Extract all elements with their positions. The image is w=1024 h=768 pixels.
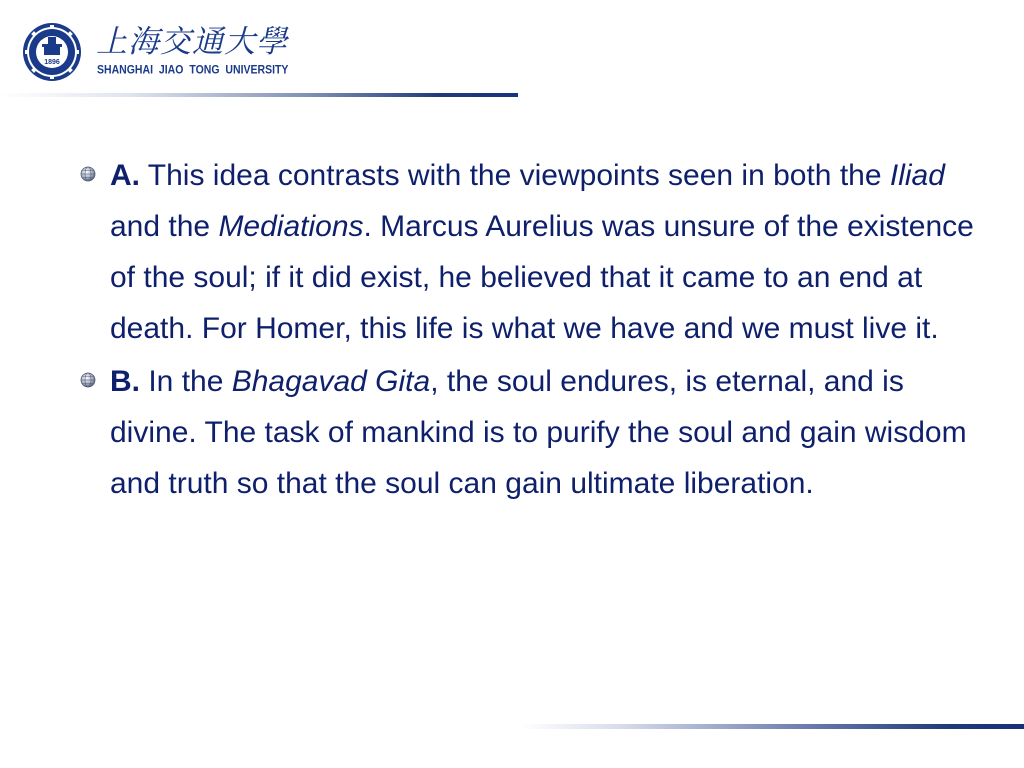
university-seal-icon bbox=[22, 22, 82, 82]
item-label: B. bbox=[110, 365, 140, 398]
header-divider bbox=[0, 93, 518, 97]
university-name-en: SHANGHAI JIAO TONG UNIVERSITY bbox=[97, 63, 289, 77]
item-text: . Marcus Aurelius was unsure of the existence of the soul; if it did exist, he believed that it came to an end at death. For Homer, this life is what we have and we must live it. bbox=[110, 210, 974, 345]
slide-body bbox=[80, 150, 980, 511]
item-text: This idea contrasts with the viewpoints seen in both the bbox=[140, 159, 890, 192]
item-label: A. bbox=[110, 159, 140, 192]
item-text: , the soul endures, is eternal, and is divine. The task of mankind is to purify the soul and gain wisdom and truth so that the soul can gain ultimate liberation. bbox=[110, 365, 967, 500]
item-italic-title: Mediations bbox=[218, 210, 364, 243]
bullet-item-a bbox=[80, 150, 980, 354]
item-text: In the bbox=[140, 365, 232, 398]
item-italic-title: Bhagavad Gita bbox=[231, 365, 431, 398]
footer-divider bbox=[520, 724, 1024, 729]
item-text: and the bbox=[110, 210, 219, 243]
university-name-cn: 上海交通大學 bbox=[96, 24, 288, 60]
header bbox=[0, 0, 1024, 100]
bullet-item-b bbox=[80, 356, 980, 509]
emblem-year: 1896 bbox=[44, 59, 60, 66]
globe-bullet-icon bbox=[80, 166, 96, 182]
item-italic-title: Iliad bbox=[889, 159, 945, 192]
globe-bullet-icon bbox=[80, 372, 96, 388]
